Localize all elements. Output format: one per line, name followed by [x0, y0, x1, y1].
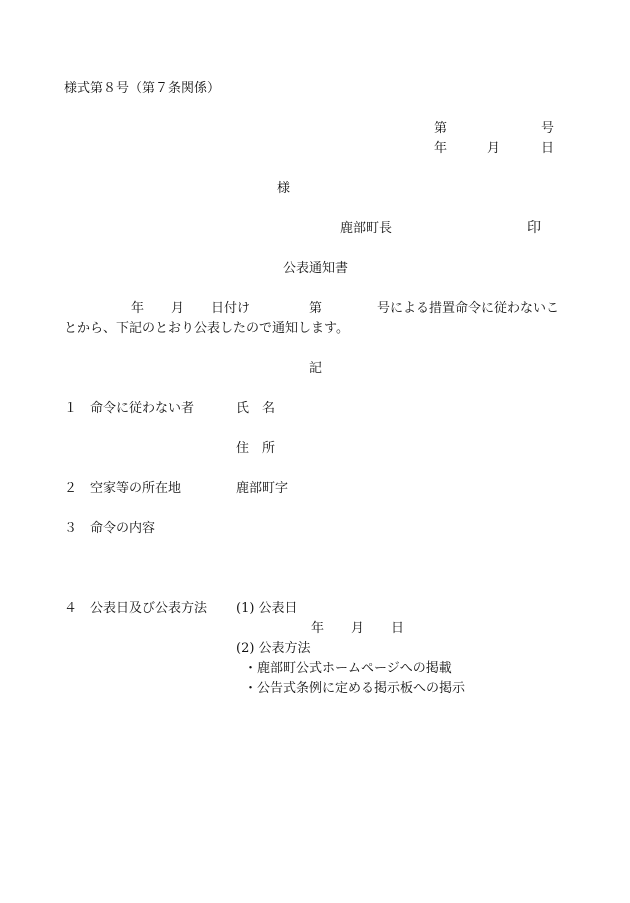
item3-number: ３: [64, 521, 78, 536]
date-tsuki: 月: [487, 141, 501, 156]
body-line1-rest: 号による措置命令に従わないこ: [377, 301, 560, 316]
item1-label: 命令に従わない者: [90, 401, 195, 416]
body-hizuke: 日付け: [211, 301, 251, 316]
addressee-sama: 様: [277, 181, 291, 196]
ki-heading: 記: [309, 361, 323, 376]
item2-number: ２: [64, 481, 78, 496]
item4-sub2: (2) 公表方法: [236, 641, 311, 656]
item4-sub1: (1) 公表日: [236, 601, 298, 616]
date-nen: 年: [434, 141, 448, 156]
document-title: 公表通知書: [283, 261, 349, 276]
form-label: 様式第８号（第７条関係）: [64, 81, 221, 96]
item4-label: 公表日及び公表方法: [90, 601, 208, 616]
body-tsuki: 月: [171, 301, 185, 316]
item4-method-2: ・公告式条例に定める掲示板への掲示: [244, 681, 466, 696]
item4-number: ４: [64, 601, 78, 616]
issuer-title: 鹿部町長: [340, 221, 393, 236]
item3-label: 命令の内容: [90, 521, 156, 536]
date-hi: 日: [541, 141, 555, 156]
body-nen: 年: [131, 301, 145, 316]
item1-number: １: [64, 401, 78, 416]
ref-dai: 第: [434, 121, 448, 136]
item4-method-1: ・鹿部町公式ホームページへの掲載: [244, 661, 452, 676]
item1-address-field: 住 所: [236, 441, 276, 456]
body-dai: 第: [309, 301, 323, 316]
item2-label: 空家等の所在地: [90, 481, 182, 496]
item4-date-hi: 日: [391, 621, 405, 636]
item4-date-nen: 年: [311, 621, 325, 636]
ref-gou: 号: [541, 121, 555, 136]
item4-date-tsuki: 月: [351, 621, 365, 636]
seal-mark: 印: [527, 220, 541, 236]
item2-value: 鹿部町字: [236, 481, 289, 496]
body-line2: とから、下記のとおり公表したので通知します。: [64, 321, 349, 336]
item1-name-field: 氏 名: [236, 401, 276, 416]
